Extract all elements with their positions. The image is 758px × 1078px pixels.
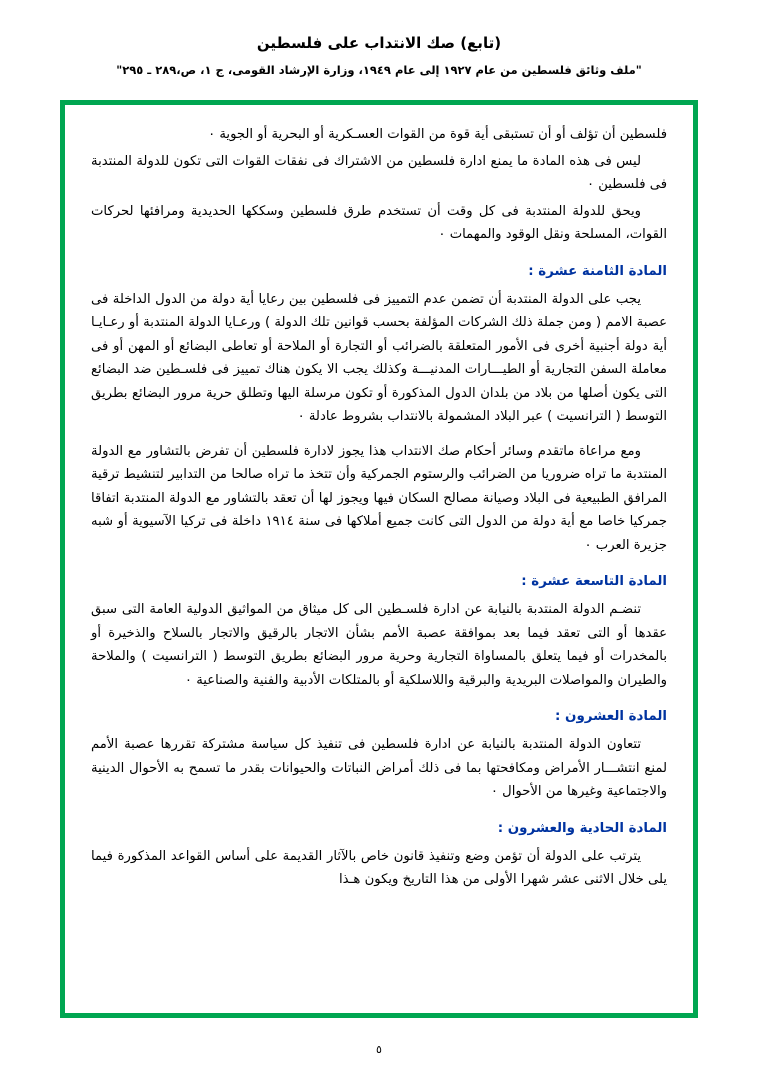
section-heading-article-18: المادة الثامنة عشرة : <box>528 263 667 279</box>
paragraph: ويحق للدولة المنتدبة فى كل وقت أن تستخدم طرق فلسطين وسككها الحديدية ومرافئها لحركات القوات، المسلحة ونقل الوقود والمهمات ٠ <box>91 203 667 242</box>
document-body <box>64 104 694 1014</box>
document-header <box>0 0 758 78</box>
paragraph: ومع مراعاة ماتقدم وسائر أحكام صك الانتداب هذا يجوز لادارة فلسطين أن تفرض بالتشاور مع الدولة المنتدبة ما تراه ضروريا من الضرائب والرستوم الجمركية وأن تتخذ ما تراه صالحا من التدابير لتنشيط ترقية المرافق الطبيعية فى البلاد وصيانة مصالح السكان فيها ويجوز لها أن تعقد بالتشاور مع الدولة المنتدبة اتفاقا جمركيا خاصا مع أية دولة من الدول التى كانت جميع أملاكها فى سنة ١٩١٤ داخلة فى تركيا الآسيوية أو شبه جزيرة العرب ٠ <box>91 443 667 553</box>
section-heading-article-19: المادة التاسعة عشرة : <box>521 574 667 589</box>
page-title: (تابع) صك الانتداب على فلسطين <box>256 34 502 52</box>
paragraph: تتعاون الدولة المنتدبة بالنيابة عن ادارة فلسطين فى تنفيذ كل سياسة مشتركة تقررها عصبة الأمم لمنع انتشـــار الأمراض ومكافحتها بما فى ذلك أمراض النباتات والحيوانات بقدر ما تسمح به الأحوال الدينية والاجتماعية وغيرها من الأحوال ٠ <box>91 737 667 799</box>
paragraph: فلسطين أن تؤلف أو أن تستبقى أية قوة من القوات العسـكرية أو البحرية أو الجوية ٠ <box>208 127 667 142</box>
section-heading-article-20: المادة العشرون : <box>555 709 667 724</box>
source-citation: "ملف وثائق فلسطين من عام ١٩٢٧ إلى عام ١٩٤٩، وزارة الإرشاد القومى، ج ١، ص،٢٨٩ ـ ٢٩٥" <box>116 63 642 77</box>
paragraph: تنضـم الدولة المنتدبة بالنيابة عن ادارة فلسـطين الى كل ميثاق من المواثيق الدولية العامة التى سبق عقدها أو التى تعقد فيما بعد بموافقة عصبة الأمم بشأن الاتجار بالرقيق والاتجار بالسلاح والذخيرة أو بالمخدرات أو فيما يتعلق بالمساواة التجارية وحرية مرور البضائع بطريق التوسط ( الترانسيت ) والملاحة والطيران والمواصلات البريدية والبرقية واللاسلكية أو بالمتلكات الأدبية والفنية والصناعية ٠ <box>91 602 667 688</box>
section-heading-article-21: المادة الحادية والعشرون : <box>497 820 667 836</box>
paragraph: يجب على الدولة المنتدبة أن تضمن عدم التمييز فى فلسطين بين رعايا أية دولة من الدول الداخلة فى عصبة الامم ( ومن جملة ذلك الشركات المؤلفة بحسب قوانين تلك الدولة ) ورعـايا الدولة المنتدبة أو رعـايـا أية دولة أجنبية أخرى فى الأمور المتعلقة بالضرائب أو التجارة أو الملاحة أو تعاطى البضائع أو المهن أو فى معاملة السفن التجارية أو الطيـــارات المدنيـــة وكذلك يجب الا يكون هناك تمييز فى فلسـطين ضد البضائع التى يكون أصلها من بلاد من بلدان الدول المذكورة أو تكون مرسلة اليها وتطلق حرية مرور البضائع بطريق التوسط ( الترانسيت ) عبر البلاد المشمولة بالانتداب بشروط عادلة ٠ <box>91 291 667 424</box>
spacer <box>91 432 667 440</box>
paragraph: يترتب على الدولة أن تؤمن وضع وتنفيذ قانون خاص بالآثار القديمة على أساس القواعد المذكورة فيما يلى خلال الاثنى عشر شهرا الأولى من هذا التاريخ ويكون هـذا <box>91 848 667 887</box>
paragraph: ليس فى هذه المادة ما يمنع ادارة فلسطين من الاشتراك فى نفقات القوات التى تكون للدولة المنتدبة فى فلسطين ٠ <box>91 153 667 192</box>
page-number: ٥ <box>376 1043 382 1056</box>
green-border-frame <box>60 100 698 1018</box>
